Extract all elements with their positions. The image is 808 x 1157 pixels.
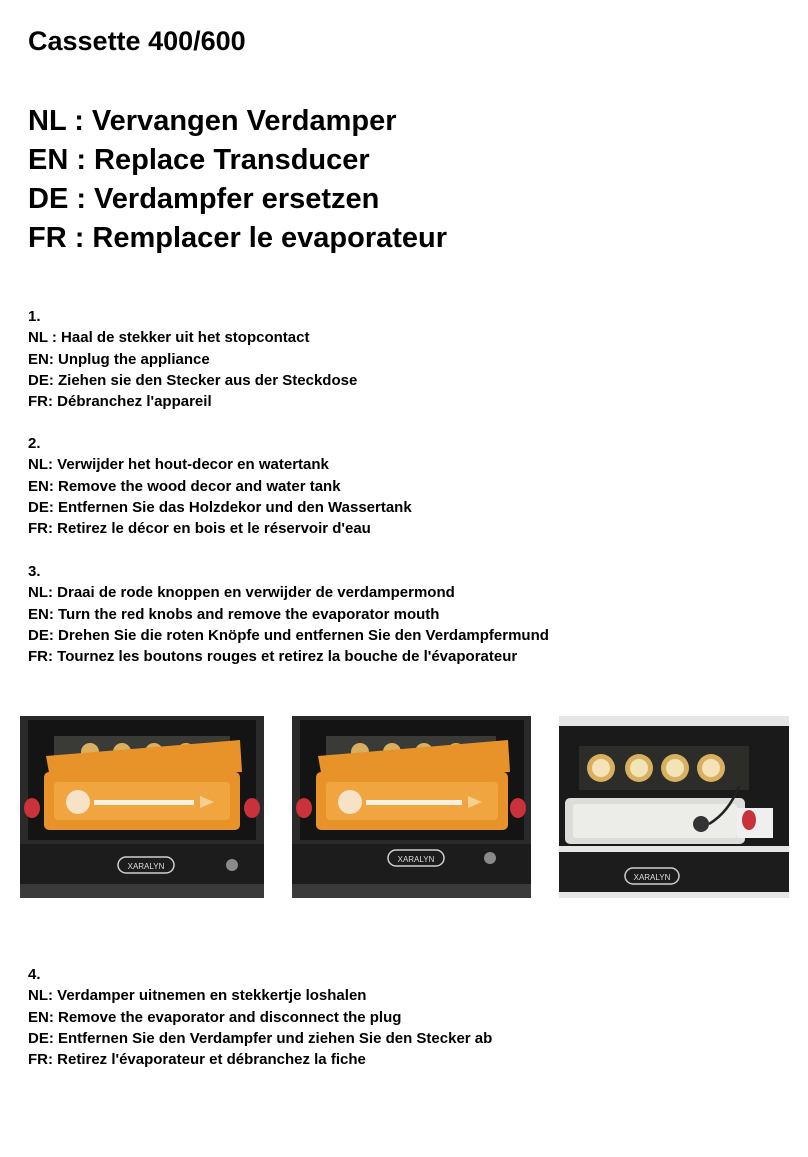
step-line-fr: FR: Retirez le décor en bois et le réservoir d'eau	[28, 520, 371, 538]
step-line-de: DE: Entfernen Sie das Holzdekor und den Wassertank	[28, 498, 412, 516]
step-line-nl: NL: Verdamper uitnemen en stekkertje loshalen	[28, 987, 367, 1005]
step-line-fr: FR: Débranchez l'appareil	[28, 393, 212, 411]
step-line-en: EN: Remove the evaporator and disconnect the plug	[28, 1008, 402, 1026]
step-number: 3.	[28, 563, 41, 580]
step-4	[28, 964, 492, 1070]
step-line-fr: FR: Tournez les boutons rouges et retirez la bouche de l'évaporateur	[28, 648, 518, 666]
step-line-nl: NL: Draai de rode knoppen en verwijder de verdampermond	[28, 584, 455, 602]
step-2	[28, 433, 412, 539]
photo-cover-on-1	[20, 716, 264, 898]
step-line-de: DE: Entfernen Sie den Verdampfer und ziehen Sie den Stecker ab	[28, 1029, 493, 1047]
brand-logo: XARALYN	[633, 873, 671, 882]
step-number: 1.	[28, 308, 41, 325]
page-title: Cassette 400/600	[28, 26, 246, 56]
step-number: 4.	[28, 966, 41, 983]
photo-cover-removed	[559, 716, 789, 898]
step-line-de: DE: Drehen Sie die roten Knöpfe und entfernen Sie den Verdampfermund	[28, 626, 549, 644]
step-number: 2.	[28, 435, 41, 452]
step-line-nl: NL: Verwijder het hout-decor en watertank	[28, 456, 329, 474]
title-nl: NL : Vervangen Verdamper	[28, 105, 397, 137]
step-3	[28, 561, 549, 667]
step-line-de: DE: Ziehen sie den Stecker aus der Steckdose	[28, 371, 358, 389]
language-titles	[28, 102, 447, 258]
step-line-en: EN: Remove the wood decor and water tank	[28, 477, 341, 495]
step-line-nl: NL : Haal de stekker uit het stopcontact	[28, 329, 310, 347]
brand-logo: XARALYN	[397, 855, 435, 864]
title-de: DE : Verdampfer ersetzen	[28, 183, 380, 215]
step-line-fr: FR: Retirez l'évaporateur et débranchez la fiche	[28, 1051, 366, 1069]
title-en: EN : Replace Transducer	[28, 144, 370, 176]
brand-logo: XARALYN	[127, 862, 165, 871]
step-line-en: EN: Unplug the appliance	[28, 350, 210, 368]
step-1	[28, 306, 357, 412]
title-fr: FR : Remplacer le evaporateur	[28, 222, 448, 254]
step-line-en: EN: Turn the red knobs and remove the evaporator mouth	[28, 605, 440, 623]
photo-cover-on-2	[292, 716, 531, 898]
